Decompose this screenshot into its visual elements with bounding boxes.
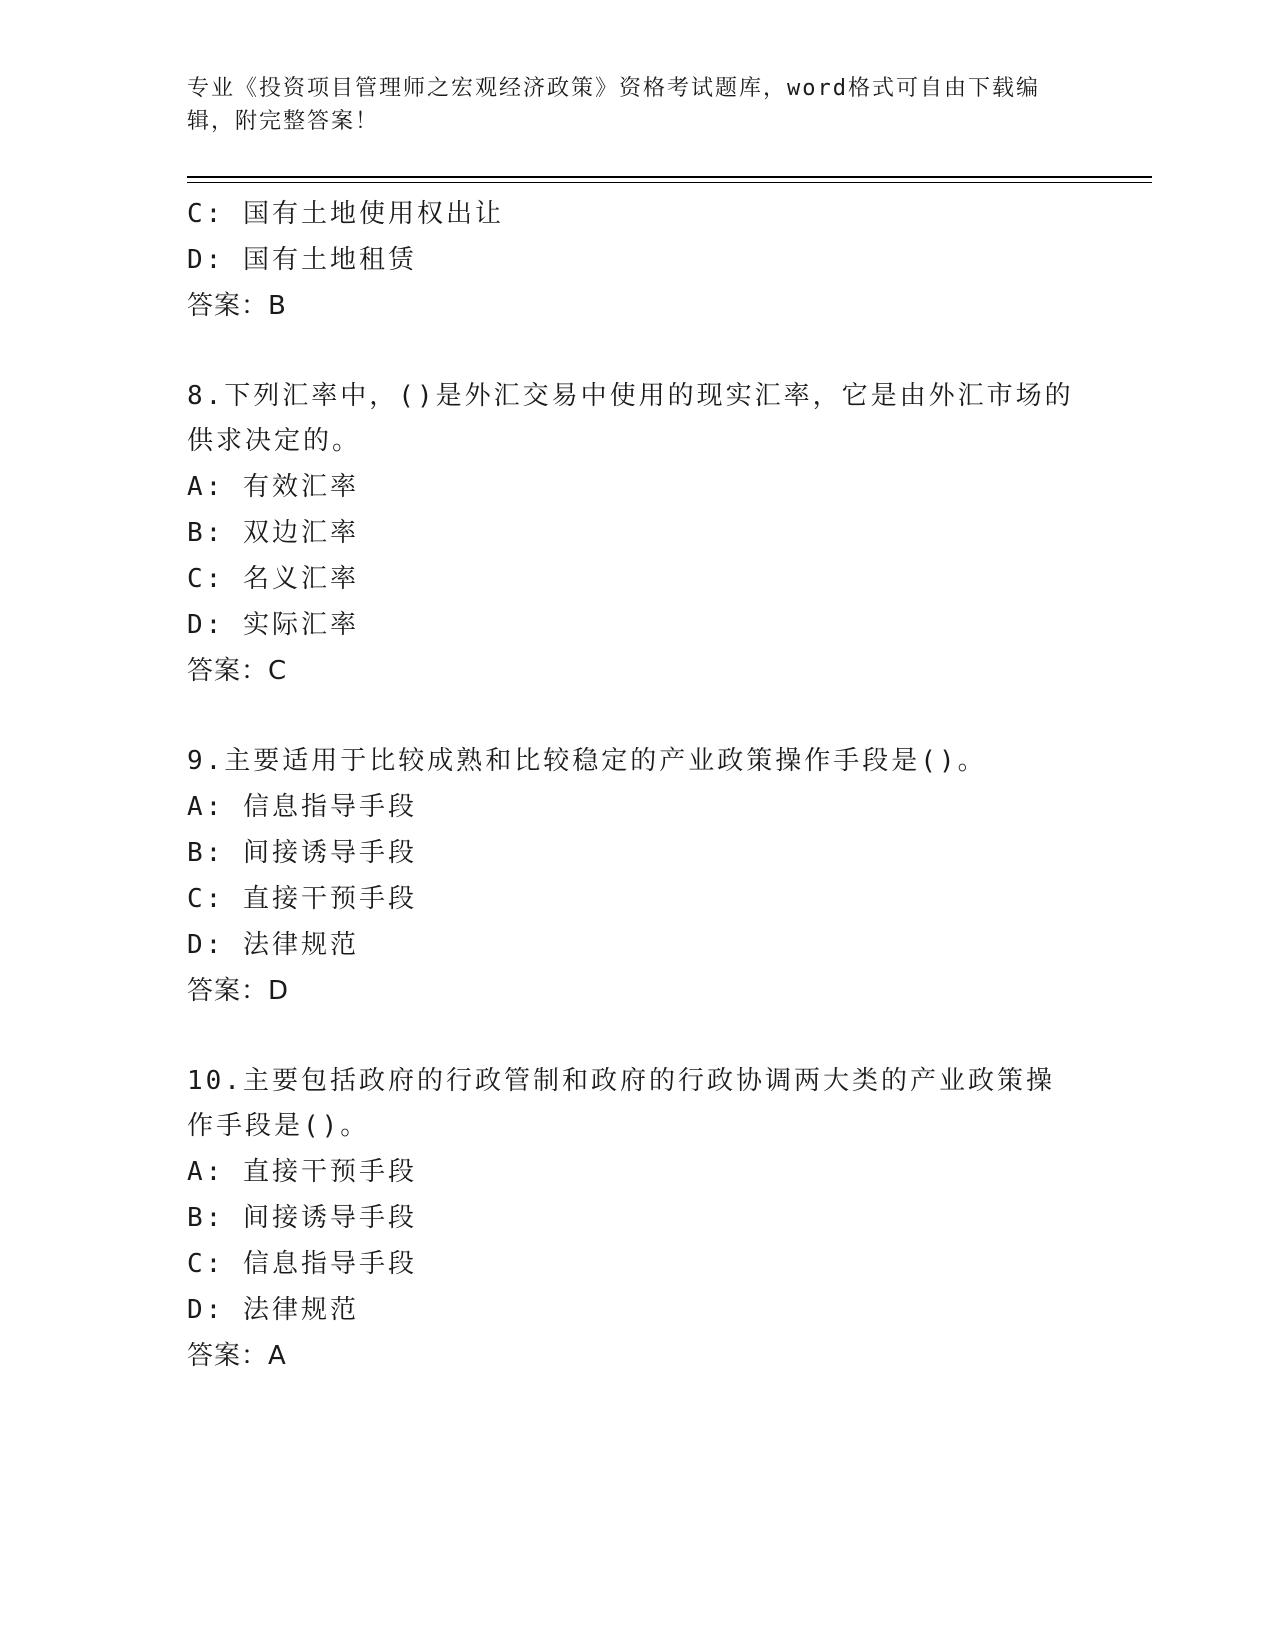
document-header: 专业《投资项目管理师之宏观经济政策》资格考试题库，word格式可自由下载编辑，附完整答案！ (187, 76, 1040, 134)
question-10 (187, 1059, 1077, 1379)
question-8 (187, 374, 1077, 694)
answer: 答案：D (187, 976, 290, 1006)
header-rule-thin (187, 182, 1152, 183)
option-a: A: 有效汇率 (187, 472, 359, 502)
option-c: C: 国有土地使用权出让 (187, 199, 504, 229)
option-d: D: 法律规范 (187, 1295, 359, 1325)
question-9 (187, 739, 1077, 1014)
question-list (187, 191, 1077, 1379)
question-stem: 9.主要适用于比较成熟和比较稳定的产业政策操作手段是()。 (187, 746, 987, 776)
spacer (187, 694, 1077, 739)
answer: 答案：C (187, 656, 288, 686)
answer: 答案：A (187, 1341, 287, 1371)
option-a: A: 信息指导手段 (187, 792, 417, 822)
option-b: B: 间接诱导手段 (187, 1203, 417, 1233)
answer: 答案：B (187, 291, 287, 321)
option-b: B: 双边汇率 (187, 518, 359, 548)
header-rule-thick (187, 176, 1152, 178)
option-d: D: 国有土地租赁 (187, 245, 417, 275)
question-stem: 10.主要包括政府的行政管制和政府的行政协调两大类的产业政策操作手段是()。 (187, 1066, 1055, 1141)
option-c: C: 信息指导手段 (187, 1249, 417, 1279)
option-c: C: 直接干预手段 (187, 884, 417, 914)
option-d: D: 法律规范 (187, 930, 359, 960)
question-stem: 8.下列汇率中，()是外汇交易中使用的现实汇率，它是由外汇市场的供求决定的。 (187, 381, 1074, 456)
option-c: C: 名义汇率 (187, 564, 359, 594)
question-7 (187, 191, 1077, 329)
option-a: A: 直接干预手段 (187, 1157, 417, 1187)
option-b: B: 间接诱导手段 (187, 838, 417, 868)
spacer (187, 1014, 1077, 1059)
option-d: D: 实际汇率 (187, 610, 359, 640)
spacer (187, 329, 1077, 374)
